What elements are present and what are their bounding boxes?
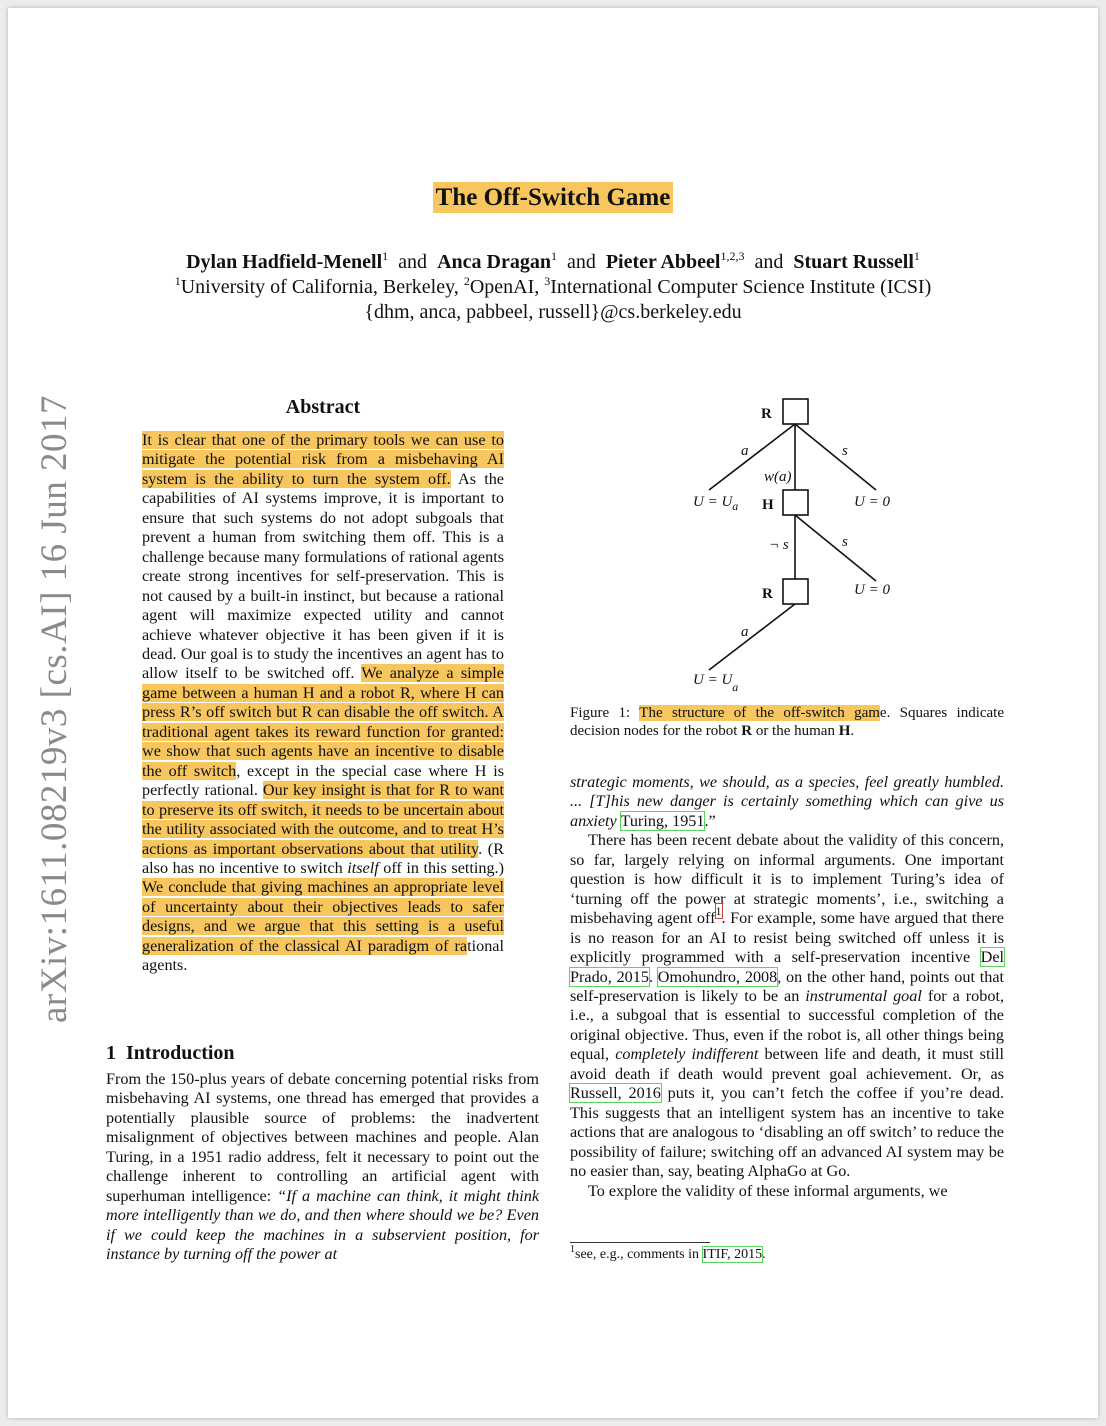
author-emails: {dhm, anca, pabbeel, russell}@cs.berkeley.edu	[364, 301, 742, 323]
emphasized-text: itself	[347, 858, 379, 877]
outcome-label: $U = U_a$	[693, 494, 739, 513]
text-run	[617, 812, 621, 830]
author-name: Pieter Abbeel	[605, 251, 721, 273]
citation-link[interactable]: ITIF, 2015	[702, 1247, 763, 1262]
node-label-r-2: R	[762, 586, 773, 602]
emphasized-text: “If a machine can think, it might think more intelligently than we do, and then where should we be? Even if we could keep the machines in a subservient position, for instance by turning off the power at	[106, 1186, 540, 1264]
paper-page	[8, 8, 1098, 1418]
highlighted-text: It is clear that one of the primary tools we can use to mitigate the potential risk from a misbehaving AI system is the ability to turn the system off.	[142, 431, 504, 488]
intro-paragraph	[106, 1070, 539, 1265]
highlighted-text: We conclude that giving machines an appropriate level of uncertainty about their objectives leads to safer designs, and we argue that this setting is a useful generalization of the classical AI paradigm of ra	[142, 878, 504, 955]
text-run: There has been recent debate about the validity of this concern, so far, largely relying on informal arguments. One important question is how difficult it is to implement Turing’s idea of ‘turning off the power at strategic moments’, i.e., switching a misbehaving agent off	[570, 831, 1004, 928]
citation-link[interactable]: Del Prado, 2015	[570, 948, 1004, 986]
node-label-r: R	[761, 406, 772, 422]
text-run: . (R also has no incentive to switch	[142, 839, 504, 877]
edge-label-s: s	[842, 443, 848, 459]
robot-decision-node	[783, 399, 808, 424]
edge-label-not-s: ¬ s	[769, 537, 789, 553]
highlighted-text: We analyze a simple game between a human H and a robot R, where H can press R’s off switch but R can disable the off switch. A traditional agent takes its reward function for granted: we show that such agents have an incentive to disable the off switch	[142, 664, 504, 780]
text-run: .”	[704, 811, 716, 830]
edge-label-s-2: s	[842, 534, 848, 550]
section-number: 1	[106, 1042, 116, 1064]
text-run: From the 150-plus years of debate concerning potential risks from misbehaving AI systems, one thread has emerged that provides a potentially plausible source of problems: the inadvertent misalignment of objectives between machines and people. Alan Turing, in a 1951 radio address, felt it necessary to point out the challenge inherent to controlling an artificial agent with superhuman intelligence:	[106, 1070, 539, 1205]
section-title: Introduction	[126, 1042, 235, 1064]
author-name: Dylan Hadfield-Menell	[186, 251, 383, 273]
body-paragraph: To explore the validity of these informal arguments, we	[588, 1181, 948, 1200]
figure-caption: Figure 1: The structure of the off-switch game. Squares indicate decision nodes for the robot R or the human H.	[570, 705, 1004, 739]
citation-link[interactable]: Turing, 1951	[620, 811, 705, 830]
text-run: , except in the special case where H is perfectly rational.	[142, 761, 504, 800]
footnote-marker[interactable]: 1	[715, 904, 722, 919]
edge-label-w: w(a)	[764, 469, 792, 485]
paper-title	[8, 184, 1098, 212]
text-run: . For example, some have argued that there is no reason for an AI to resist being switched off unless it is explicitly programmed with a self-preservation incentive	[570, 909, 1004, 967]
author-name: Stuart Russell	[793, 251, 914, 273]
text-run: , on the other hand, points out that self-preservation is likely to be an	[570, 967, 1004, 1005]
emphasized-text: instrumental goal	[805, 986, 922, 1005]
text-run: puts it, you can’t fetch the coffee if you’re dead. This suggests that an intelligent system has an incentive to take actions that are analogous to ‘disabling an off switch’ to reduce the possibility of failure; switching off an advanced AI system may be no easier than, say, beating AlphaGo at Go.	[570, 1084, 1004, 1181]
body-paragraph	[570, 831, 1004, 1181]
node-label-h: H	[762, 497, 774, 513]
arxiv-stamp: arXiv:1611.08219v3 [cs.AI] 16 Jun 2017	[34, 394, 75, 1023]
title-text: The Off-Switch Game	[433, 182, 674, 213]
highlighted-text: Our key insight is that for R to want to preserve its off switch, it needs to be uncertain about the utility associated with the outcome, and to treat H’s actions as important observations about that utility	[142, 781, 504, 858]
game-tree-figure	[671, 386, 931, 706]
abstract-heading: Abstract	[285, 396, 361, 418]
text-run: As the capabilities of AI systems improve, it is important to ensure that such systems do not adopt subgoals that prevent a human from switching them off. This is a challenge because many formulations of rational agents create strong incentives for self-preservation. This is not caused by a built-in instinct, but because a rational agent will maximize expected utility and cannot achieve whatever objective it has been given if it is dead. Our goal is to study the incentives an agent has to allow itself to be switched off.	[142, 469, 504, 683]
outcome-label-2: $U = U_a$	[693, 672, 739, 694]
emphasized-text: strategic moments, we should, as a species, feel greatly humbled. ... [T]his new danger is certainly something which can give us anxiety	[570, 773, 1004, 830]
text-run: tional agents.	[142, 936, 504, 975]
edge-s-2	[795, 515, 876, 581]
edge-s	[795, 424, 876, 490]
robot-decision-node-2	[783, 579, 808, 604]
footnote-rule	[570, 1242, 710, 1243]
citation-link[interactable]: Omohundro, 2008	[657, 967, 778, 986]
text-run: for a robot, i.e., a subgoal that is essential to successful completion of the original objective. Thus, even if the robot is, all other things being equal,	[570, 986, 1005, 1064]
edge-label-a: a	[741, 443, 749, 459]
citation-link[interactable]: Russell, 2016	[570, 1084, 661, 1103]
quote-continuation	[570, 773, 1004, 831]
right-column-text	[570, 773, 1004, 1201]
human-decision-node	[783, 490, 808, 515]
affiliations: $^1$University of California, Berkeley, $^2$OpenAI, $^3$International Computer Science Institute (ICSI)	[174, 274, 932, 298]
author-name: Anca Dragan	[437, 251, 551, 273]
outcome-label-zero-2: U = 0	[854, 582, 890, 598]
text-run: between life and death, it must still avoid death if death would prevent goal achievement. Or, as	[570, 1045, 1004, 1083]
section-heading	[106, 1042, 546, 1065]
edge-label-a-2: a	[741, 624, 749, 640]
text-run: off in this setting.)	[378, 858, 504, 877]
edge-a-2	[709, 604, 795, 670]
abstract-text	[142, 431, 504, 976]
footnote: $^1$see, e.g., comments in ITIF, 2015.	[570, 1244, 766, 1262]
outcome-label-zero: U = 0	[854, 494, 890, 510]
emphasized-text: completely indifferent	[615, 1045, 759, 1064]
author-block	[8, 250, 1098, 325]
author-names: Dylan Hadfield-Menell$^1$ and Anca Dragan$^1$ and Pieter Abbeel$^{1,2,3}$ and Stuart Russell$^1$	[186, 249, 920, 273]
text-run: .	[648, 967, 658, 986]
